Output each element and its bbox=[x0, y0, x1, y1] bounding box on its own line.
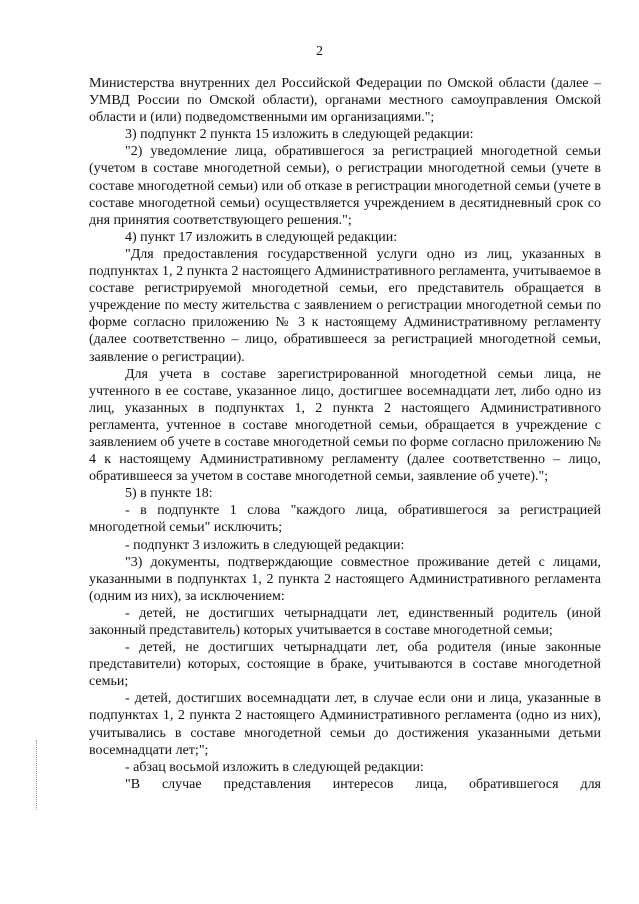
page-number: 2 bbox=[316, 44, 323, 59]
document-body bbox=[89, 75, 601, 793]
paragraph: "3) документы, подтверждающие совместное проживание детей с лицами, указанными в подпунктах 1, 2 пункта 2 настоящего Административного регламента (одним из них), за исключением: bbox=[89, 554, 601, 604]
paragraph: - абзац восьмой изложить в следующей редакции: bbox=[125, 759, 424, 775]
paragraph: - детей, не достигших четырнадцати лет, оба родителя (иные законные представители) которых, состоящие в браке, учитываются в составе многодетной семьи; bbox=[89, 640, 601, 690]
paragraph: 4) пункт 17 изложить в следующей редакции: bbox=[125, 229, 398, 245]
paragraph: 3) подпункт 2 пункта 15 изложить в следующей редакции: bbox=[125, 127, 474, 143]
paragraph: Министерства внутренних дел Российской Федерации по Омской области (далее – УМВД России по Омской области), органами местного самоуправления Омской области и (или) подведомственными им организациями."; bbox=[89, 76, 601, 126]
paragraph: "Для предоставления государственной услуги одно из лиц, указанных в подпунктах 1, 2 пункта 2 настоящего Административного регламента, учитываемое в составе регистрируемой многодетной семьи, его представитель обращается в учреждение по месту жительства с заявлением о регистрации многодетной семьи по форме согласно приложению № 3 к настоящему Административному регламенту (далее соответственно – лицо, обратившееся за регистрацией многодетной семьи, заявление о регистрации). bbox=[89, 246, 601, 365]
paragraph: - детей, не достигших четырнадцати лет, единственный родитель (иной законный представитель) которых учитывается в составе многодетной семьи; bbox=[89, 605, 601, 638]
paragraph: - детей, достигших восемнадцати лет, в случае если они и лица, указанные в подпунктах 1, 2 пункта 2 настоящего Административного регламента (одно из них), учитывались в составе многодетной семьи до достижения указанными детьми восемнадцати лет;"; bbox=[89, 691, 601, 758]
paragraph: "В случае представления интересов лица, обратившегося для bbox=[125, 776, 601, 792]
paragraph: 5) в пункте 18: bbox=[125, 486, 213, 502]
paragraph: - подпункт 3 изложить в следующей редакции: bbox=[125, 537, 405, 553]
paragraph: - в подпункте 1 слова "каждого лица, обратившегося за регистрацией многодетной семьи" исключить; bbox=[89, 503, 601, 536]
scan-artifact bbox=[36, 740, 38, 810]
paragraph: Для учета в составе зарегистрированной многодетной семьи лица, не учтенного в ее составе, указанное лицо, достигшее восемнадцати лет, либо одно из лиц, указанных в подпунктах 1, 2 пункта 2 настоящего Административного регламента, учтенное в составе многодетной семьи, обращается в учреждение с заявлением об учете в составе многодетной семьи по форме согласно приложению № 4 к настоящему Административному регламенту (далее соответственно – лицо, обратившееся за учетом в составе многодетной семьи, заявление об учете)."; bbox=[89, 366, 601, 485]
paragraph: "2) уведомление лица, обратившегося за регистрацией многодетной семьи (учетом в составе многодетной семьи), о регистрации многодетной семьи (учете в составе многодетной семьи) или об отказе в регистрации многодетной семьи (учете в составе многодетной семьи) осуществляется учреждением в десятидневный срок со дня принятия соответствующего решения."; bbox=[89, 144, 601, 228]
